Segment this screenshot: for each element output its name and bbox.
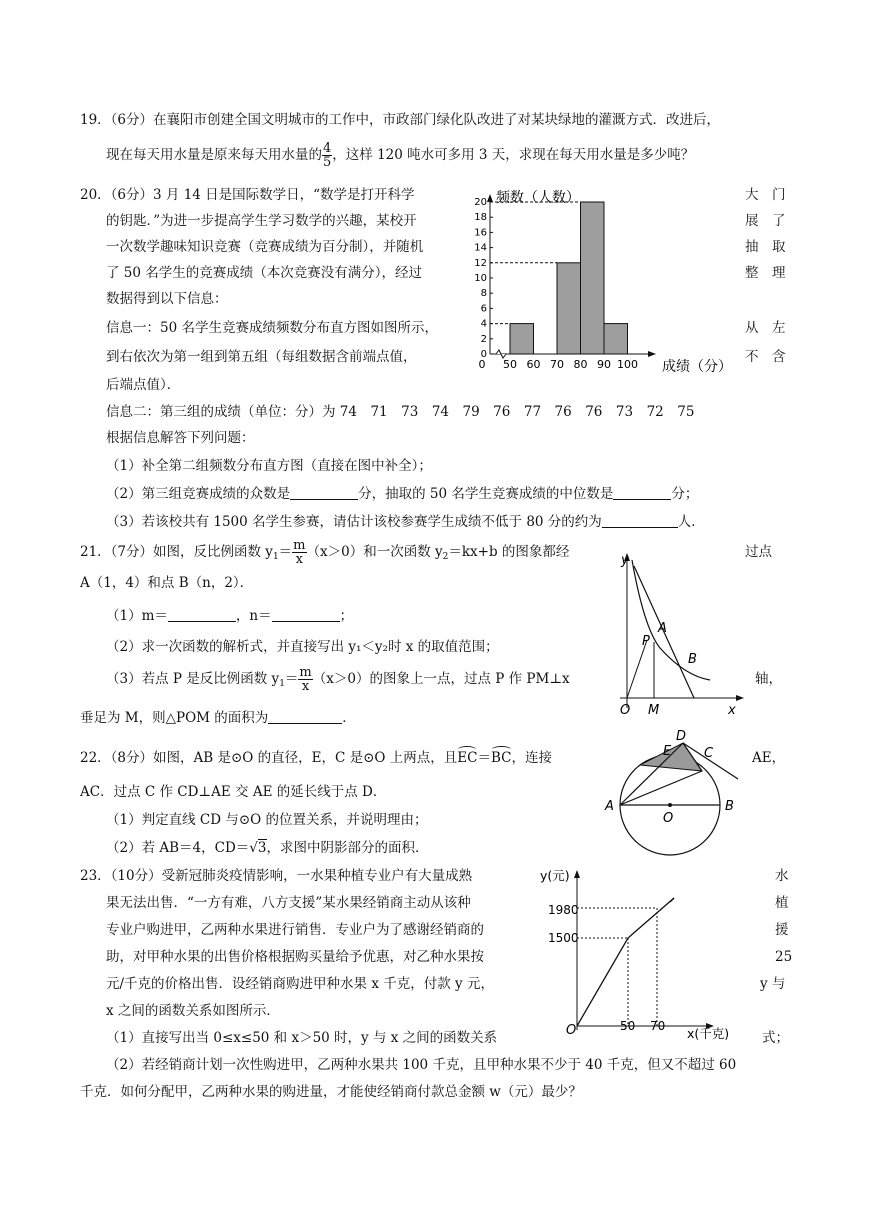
q23-line2: 果无法出售．“一方有难，八方支援”某水果经销商主动从该种 xyxy=(106,895,471,911)
q20-line1: 20．（6分）3 月 14 日是国际数学日，“数学是打开科学 xyxy=(80,187,415,203)
q20-part1: （1）补全第二组频数分布直方图（直接在图中补全）； xyxy=(106,458,432,474)
origin-label: O xyxy=(620,703,631,718)
point-c-label: C xyxy=(704,746,714,761)
q21-part1: （1）m＝ ，n＝ ； xyxy=(106,608,354,624)
histogram-bar xyxy=(581,202,605,354)
q20-info2: 信息二：第三组的成绩（单位：分）为 74 71 73 74 79 76 77 76 76 73 72 75 xyxy=(106,404,695,420)
x-tick-label: 90 xyxy=(597,358,611,371)
y-axis-arrow xyxy=(487,194,493,202)
x-tick-70: 70 xyxy=(650,1019,666,1033)
x-tick-label: 50 xyxy=(503,358,517,371)
x-tick-label: 0 xyxy=(478,358,486,371)
q22-line2: AC．过点 C 作 CD⊥AE 交 AE 的延长线于点 D． xyxy=(80,784,387,800)
x-axis-label: 成绩（分） xyxy=(662,359,732,375)
q23-part1-right: 式； xyxy=(762,1030,789,1046)
q20-line2: 的钥匙．”为进一步提高学生学习数学的兴趣，某校开 xyxy=(106,213,417,229)
q21-blank-m[interactable] xyxy=(168,607,236,622)
q19-line1: 19．（6分）在襄阳市创建全国文明城市的工作中，市政部门绿化队改进了对某块绿地的灌溉方式．改进后， xyxy=(80,112,721,128)
q20-blank-mode[interactable] xyxy=(290,485,358,500)
y-axis-label: y(元) xyxy=(540,868,570,883)
y-tick-label: 0 xyxy=(480,349,487,360)
q21-line2: A（1，4）和点 B（n，2）． xyxy=(80,575,254,591)
q23-line2-right: 植 xyxy=(775,895,789,911)
y-axis-label: y xyxy=(621,553,629,568)
q20-line3-right: 抽 取 xyxy=(745,239,786,255)
arc-ec: EC xyxy=(457,750,478,766)
point-a-label: A xyxy=(605,799,614,814)
q20-line4: 了 50 名学生的竞赛成绩（本次竞赛没有满分），经过 xyxy=(106,265,423,281)
q20-line6-right: 从 左 xyxy=(745,320,786,336)
histogram-bar xyxy=(557,263,581,354)
point-b-label: B xyxy=(725,799,734,814)
arc-bc: BC xyxy=(490,750,512,766)
q20-blank-count[interactable] xyxy=(602,513,678,528)
y-axis-label: 频数（人数） xyxy=(496,190,580,206)
y-tick-1500: 1500 xyxy=(548,931,579,945)
histogram-bar xyxy=(510,324,534,354)
q20-line6: 信息一：50 名学生竞赛成绩频数分布直方图如图所示， xyxy=(106,320,438,336)
point-d-label: D xyxy=(676,729,687,744)
x-axis-label: x(千克) xyxy=(687,1026,730,1040)
q22-line1-right: AE， xyxy=(752,750,786,766)
center-o-label: O xyxy=(663,811,674,826)
q23-line4-right: 25 xyxy=(775,949,793,965)
q23-line3-right: 援 xyxy=(775,922,789,938)
sqrt-symbol: √3 xyxy=(249,840,267,856)
y-tick-label: 16 xyxy=(474,227,487,239)
q21-function-graph xyxy=(610,548,750,718)
x-axis-arrow xyxy=(648,351,656,357)
q21-blank-n[interactable] xyxy=(272,607,340,622)
q19-line2: 现在每天用水量是原来每天用水量的 $\frac{4}{5}$ ，这样 120 吨水可多用 3 天，求现在每天用水量是多少吨？ xyxy=(106,141,695,170)
x-tick-label: 70 xyxy=(550,358,564,371)
x-axis-label: x xyxy=(728,703,736,718)
q23-line5-right: y 与 xyxy=(760,976,786,992)
q23-line6: x 之间的函数关系如图所示． xyxy=(106,1003,280,1019)
q21-line1-right: 过点 xyxy=(745,544,772,560)
q23-line1-right: 水 xyxy=(775,868,789,884)
point-b-label: B xyxy=(688,652,697,667)
y-tick-label: 12 xyxy=(474,257,487,269)
q20-line8: 后端点值）． xyxy=(106,377,181,393)
fraction-m-over-x: $\frac{m}{x}$ xyxy=(293,538,306,567)
x-tick-label: 80 xyxy=(573,358,588,371)
q20-blank-median[interactable] xyxy=(613,485,671,500)
q20-line7-right: 不 含 xyxy=(745,349,786,365)
frequency-histogram xyxy=(462,180,734,380)
q20-line7: 到右依次为第一组到第五组（每组数据含前端点值， xyxy=(106,349,417,365)
q23-part2: （2）若经销商计划一次性购进甲，乙两种水果共 100 千克，且甲种水果不少于 40 千克，但又不超过 60 xyxy=(106,1057,737,1073)
q20-part2: （2）第三组竞赛成绩的众数是 分，抽取的 50 名学生竞赛成绩的中位数是 分； xyxy=(106,486,699,502)
q20-line3: 一次数学趣味知识竞赛（竞赛成绩为百分制），并随机 xyxy=(106,239,424,255)
q22-circle-figure xyxy=(600,725,750,860)
point-a-label: A xyxy=(658,621,667,636)
q21-part2: （2）求一次函数的解析式，并直接写出 y₁＜y₂时 x 的取值范围； xyxy=(106,639,499,655)
y-tick-label: 20 xyxy=(474,197,487,208)
q23-line5: 元/千克的价格出售．设经销商购进甲种水果 x 千克，付款 y 元， xyxy=(106,976,494,992)
x-tick-label: 100 xyxy=(617,358,638,371)
x-tick-50: 50 xyxy=(620,1019,636,1033)
q20-prompt: 根据信息解答下列问题： xyxy=(106,430,255,446)
q21-part3-right: 轴， xyxy=(755,671,782,687)
fraction-four-fifths: $\frac{4}{5}$ xyxy=(323,141,332,170)
q23-part1: （1）直接写出当 0≤x≤50 和 x＞50 时，y 与 x 之间的函数关系 xyxy=(106,1030,498,1046)
q20-line1-right: 大 门 xyxy=(745,187,786,203)
q23-line3: 专业户购进甲，乙两种水果进行销售．专业户为了感谢经销商的 xyxy=(106,922,484,938)
y-tick-label: 8 xyxy=(480,288,487,300)
q22-part1: （1）判定直线 CD 与⊙O 的位置关系，并说明理由； xyxy=(106,812,428,828)
q22-line1: 22．（8分）如图，AB 是⊙O 的直径，E，C 是⊙O 上两点，且EC＝BC，连接 xyxy=(80,750,552,766)
x-tick-label: 60 xyxy=(526,358,541,371)
point-m-label: M xyxy=(648,703,660,718)
y-tick-label: 18 xyxy=(474,212,487,224)
q23-line1: 23．（10分）受新冠肺炎疫情影响，一水果种植专业户有大量成熟 xyxy=(80,868,473,884)
y-tick-label: 6 xyxy=(480,303,487,315)
point-p-label: P xyxy=(642,634,650,649)
q20-line4-right: 整 理 xyxy=(745,265,786,281)
q23-part2-cont: 千克．如何分配甲，乙两种水果的购进量，才能使经销商付款总金额 w（元）最少？ xyxy=(80,1084,582,1100)
q23-price-graph xyxy=(540,862,745,1040)
q20-part3: （3）若该校共有 1500 名学生参赛，请估计该校参赛学生成绩不低于 80 分的约为 人． xyxy=(106,514,705,530)
q21-blank-area[interactable] xyxy=(268,709,342,724)
q20-line2-right: 展 了 xyxy=(745,213,786,229)
origin-label: O xyxy=(566,1023,577,1038)
y-tick-1980: 1980 xyxy=(548,903,579,917)
q21-part3-cont: 垂足为 M，则△POM 的面积为 ． xyxy=(80,710,356,726)
x-axis-break xyxy=(496,350,506,358)
q23-line4: 助，对甲种水果的出售价格根据购买量给予优惠，对乙种水果按 xyxy=(106,949,484,965)
histogram-bar xyxy=(604,324,628,354)
y-tick-label: 14 xyxy=(474,242,487,254)
y-tick-label: 2 xyxy=(480,333,487,345)
point-e-label: E xyxy=(663,744,672,759)
q21-part3: （3）若点 P 是反比例函数 $y_1=$ $\frac{m}{x}$ （x＞0）的图象上一点，过点 P 作 PM⊥x xyxy=(106,665,570,694)
q21-line1: 21．（7分）如图，反比例函数 $y_1=$ $\frac{m}{x}$ （x＞0）和一次函数 $y_2=kx+b$ 的图象都经 xyxy=(80,538,570,567)
y-tick-label: 10 xyxy=(474,273,487,284)
q20-line5: 数据得到以下信息： xyxy=(106,291,228,307)
y-tick-label: 4 xyxy=(480,318,487,330)
q22-part2: （2）若 AB＝4，CD＝√3，求图中阴影部分的面积． xyxy=(106,840,429,856)
